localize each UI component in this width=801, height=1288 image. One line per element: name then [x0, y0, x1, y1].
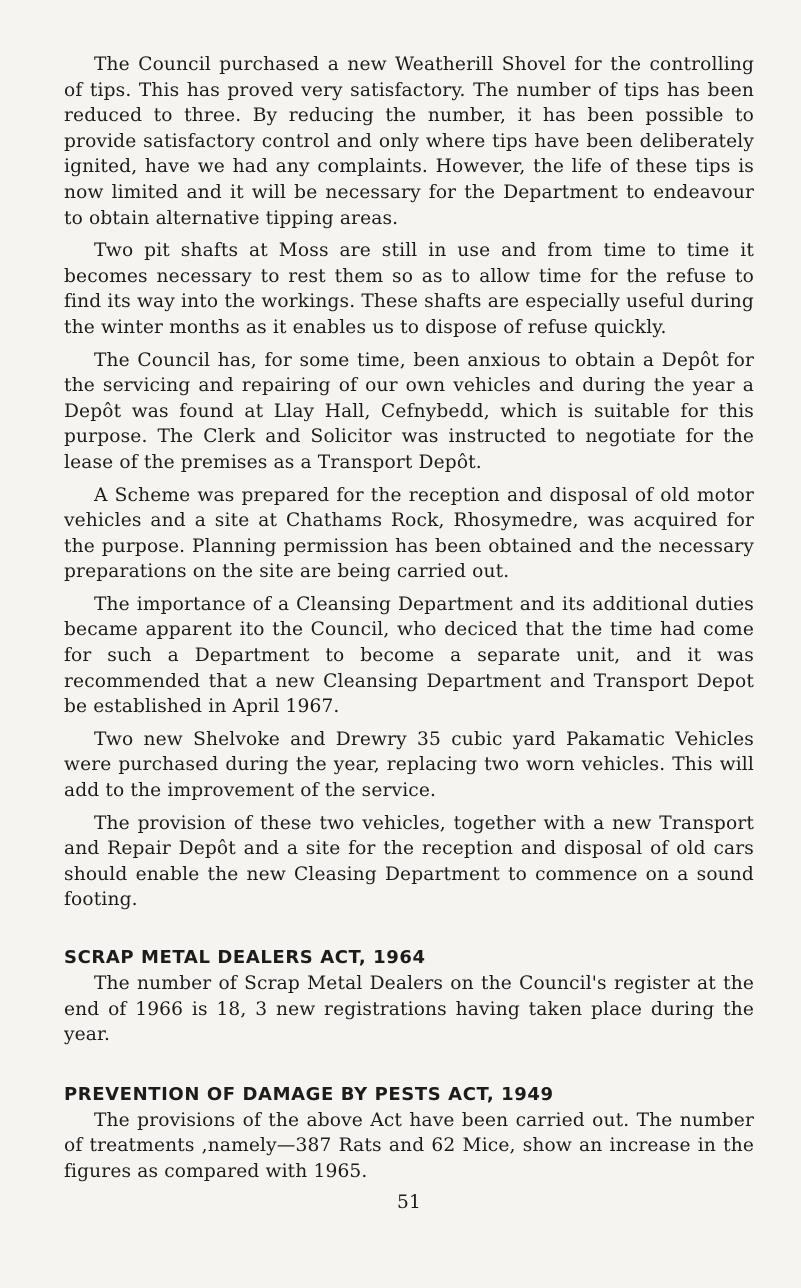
paragraph-depot: The Council has, for some time, been anxious to obtain a Depôt for the servicing and repairing of our own vehicles and during the year a Depôt was found at Llay Hall, Cefnybedd, which is suitable for this purpose. The Clerk and Solicitor was instructed to negotiate for the lease of the premises as a Transport Depôt.	[64, 349, 754, 473]
paragraph-cleansing-department: The importance of a Cleansing Department and its additional duties became apparent ito the Council, who deciced that the time had come for such a Department to become a separate unit, and it was recommended that a new Cleansing Department and Transport Depot be established in April 1967.	[64, 593, 754, 718]
paragraph-scrap-metal-dealers: The number of Scrap Metal Dealers on the Council's register at the end of 1966 is 18, 3 new registrations having taken place during the year.	[64, 973, 754, 1046]
paragraph-vehicle-disposal-scheme: A Scheme was prepared for the reception and disposal of old motor vehicles and a site at Chathams Rock, Rhosymedre, was acquired for the purpose. Planning permission has been obtained and the necessary preparations on the site are being carried out.	[64, 484, 754, 583]
page-number: 51	[397, 1191, 421, 1213]
paragraph-new-vehicles: Two new Shelvoke and Drewry 35 cubic yard Pakamatic Vehicles were purchased during the year, replacing two worn vehicles. This will add to the improvement of the service.	[64, 728, 754, 802]
heading-prevention-of-damage-by-pests-act: PREVENTION OF DAMAGE BY PESTS ACT, 1949	[64, 1083, 554, 1105]
document-page	[64, 52, 754, 1215]
paragraph-weatherill-shovel: The Council purchased a new Weatherill Shovel for the controlling of tips. This has proved very satisfactory. The number of tips has been reduced to three. By reducing the number, it has been possible to provide satisfactory control and only where tips have been deliberately ignited, have we had any complaints. However, the life of these tips is now limited and it will be necessary for the Department to endeavour to obtain alternative tipping areas.	[64, 54, 754, 229]
paragraph-pit-shafts: Two pit shafts at Moss are still in use and from time to time it becomes necessary to rest them so as to allow time for the refuse to find its way into the workings. These shafts are especially useful during the winter months as it enables us to dispose of refuse quickly.	[64, 240, 754, 338]
heading-scrap-metal-dealers-act: SCRAP METAL DEALERS ACT, 1964	[64, 947, 426, 968]
paragraph-pests-treatments: The provisions of the above Act have been carried out. The number of treatments ,namely—387 Rats and 62 Mice, show an increase in the figures as compared with 1965.	[64, 1109, 754, 1182]
paragraph-provision: The provision of these two vehicles, together with a new Transport and Repair Depôt and a site for the reception and disposal of old cars should enable the new Cleasing Department to commence on a sound footing.	[64, 812, 754, 911]
